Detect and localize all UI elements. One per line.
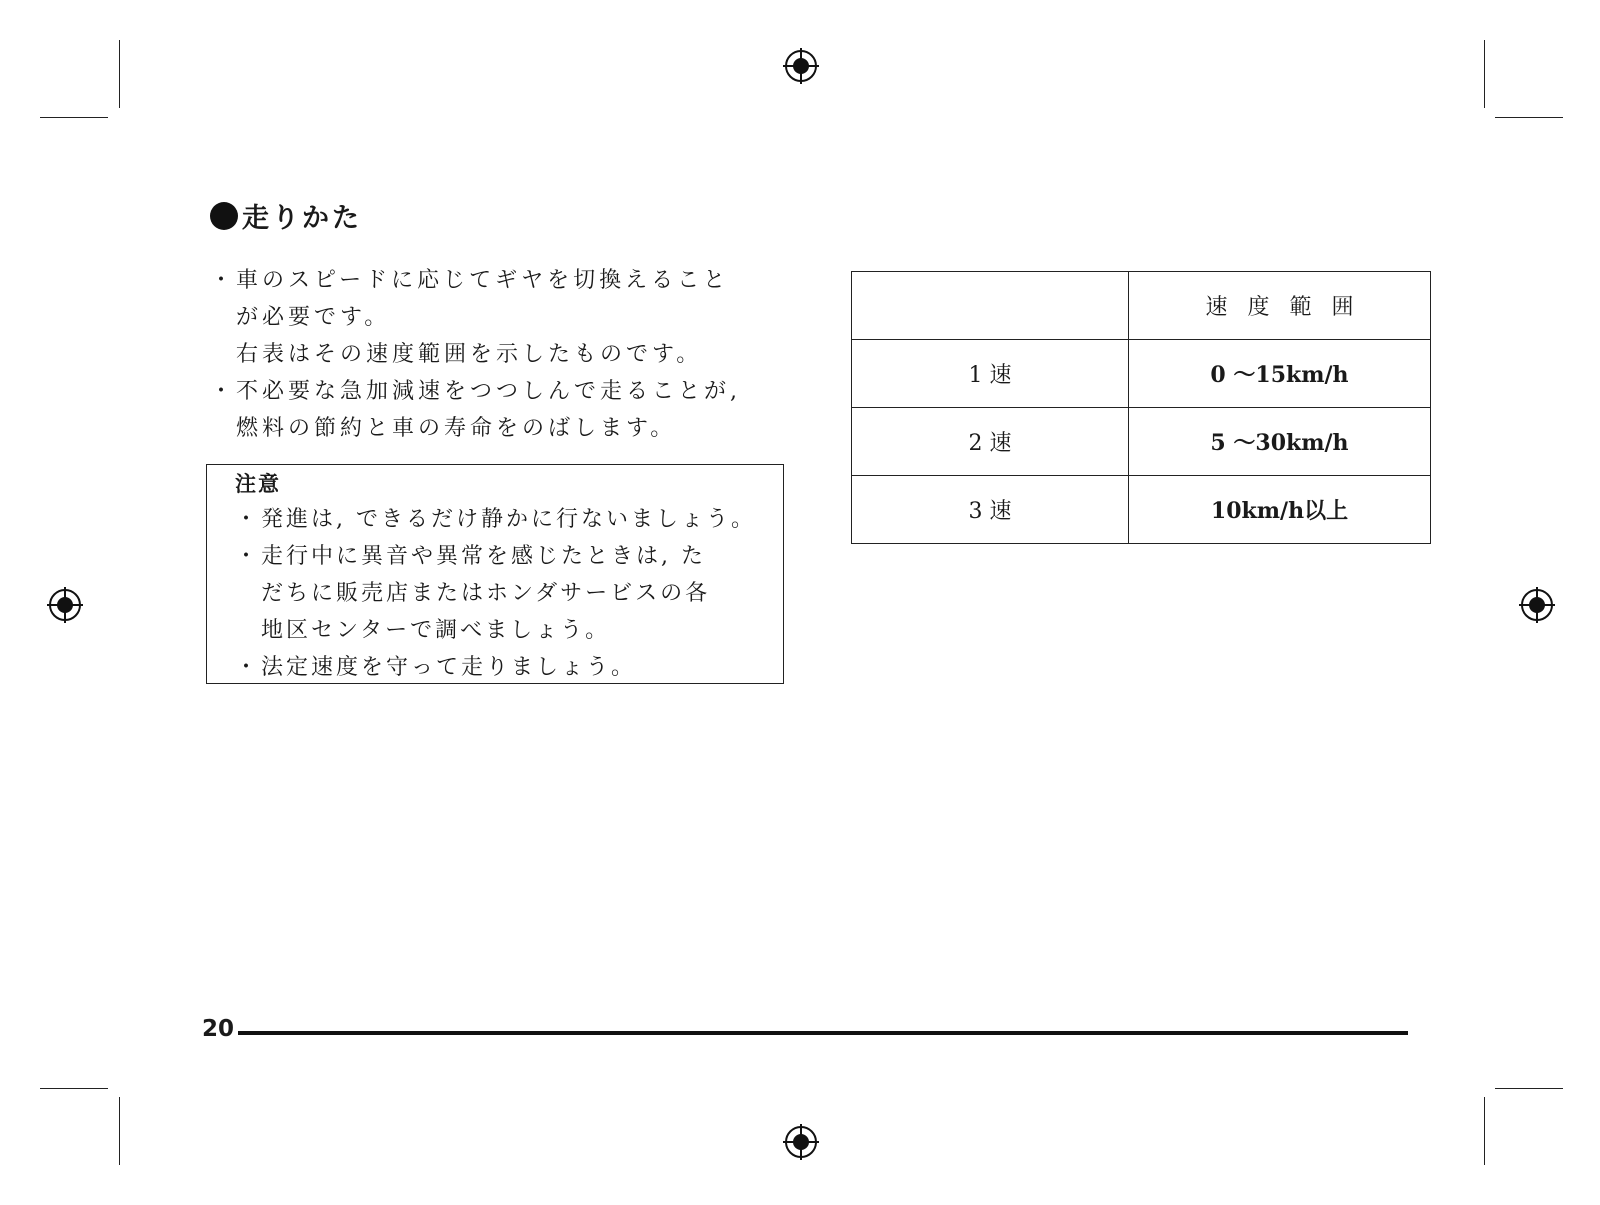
caution-line: ・発進は, できるだけ静かに行ないましょう。 xyxy=(235,501,783,538)
footer-rule xyxy=(238,1031,1408,1035)
gear-cell: 3 速 xyxy=(852,476,1129,544)
paragraph-line: ・不必要な急加減速をつつしんで走ることが, xyxy=(210,373,790,410)
body-paragraphs xyxy=(210,262,790,447)
crop-mark xyxy=(1495,1088,1563,1089)
crop-mark xyxy=(119,40,120,108)
paragraph-line: 燃料の節約と車の寿命をのばします。 xyxy=(236,416,677,441)
crop-mark xyxy=(119,1097,120,1165)
table-header-cell xyxy=(852,272,1129,340)
caution-line: ・法定速度を守って走りましょう。 xyxy=(235,649,783,686)
bullet-marker: ・ xyxy=(235,544,261,569)
table-header-row xyxy=(852,272,1431,340)
bullet-dot-icon xyxy=(210,202,238,230)
caution-line: ・走行中に異音や異常を感じたときは, た xyxy=(235,538,783,575)
bullet-marker: ・ xyxy=(235,507,261,532)
paragraph-line: ・車のスピードに応じてギヤを切換えること xyxy=(210,262,790,299)
crop-mark xyxy=(1484,1097,1485,1165)
range-cell: 0 ～15km/h xyxy=(1129,340,1431,408)
registration-mark-icon xyxy=(1517,585,1557,625)
range-cell: 5 ～30km/h xyxy=(1129,408,1431,476)
gear-cell: 1 速 xyxy=(852,340,1129,408)
crop-mark xyxy=(40,117,108,118)
bullet-marker: ・ xyxy=(210,268,237,293)
speed-range-table xyxy=(851,271,1431,544)
paragraph-line: が必要です。 xyxy=(236,305,391,330)
registration-mark-icon xyxy=(45,585,85,625)
table-row xyxy=(852,408,1431,476)
section-title-text: 走りかた xyxy=(242,203,362,234)
caution-line: 地区センターで調べましょう。 xyxy=(261,618,611,643)
crop-mark xyxy=(1484,40,1485,108)
gear-cell: 2 速 xyxy=(852,408,1129,476)
caution-title: 注意 xyxy=(235,472,281,496)
bullet-marker: ・ xyxy=(235,655,261,680)
bullet-marker: ・ xyxy=(210,379,237,404)
table-row xyxy=(852,476,1431,544)
table-header-cell: 速度範囲 xyxy=(1129,272,1431,340)
crop-mark xyxy=(1495,117,1563,118)
registration-mark-icon xyxy=(781,1122,821,1162)
paragraph-line: 右表はその速度範囲を示したものです。 xyxy=(236,342,703,367)
caution-box xyxy=(206,464,784,684)
section-title xyxy=(210,196,362,235)
page-number: 20 xyxy=(202,1016,235,1042)
crop-mark xyxy=(40,1088,108,1089)
caution-line: だちに販売店またはホンダサービスの各 xyxy=(261,581,711,606)
registration-mark-icon xyxy=(781,46,821,86)
table-row xyxy=(852,340,1431,408)
range-cell: 10km/h以上 xyxy=(1129,476,1431,544)
